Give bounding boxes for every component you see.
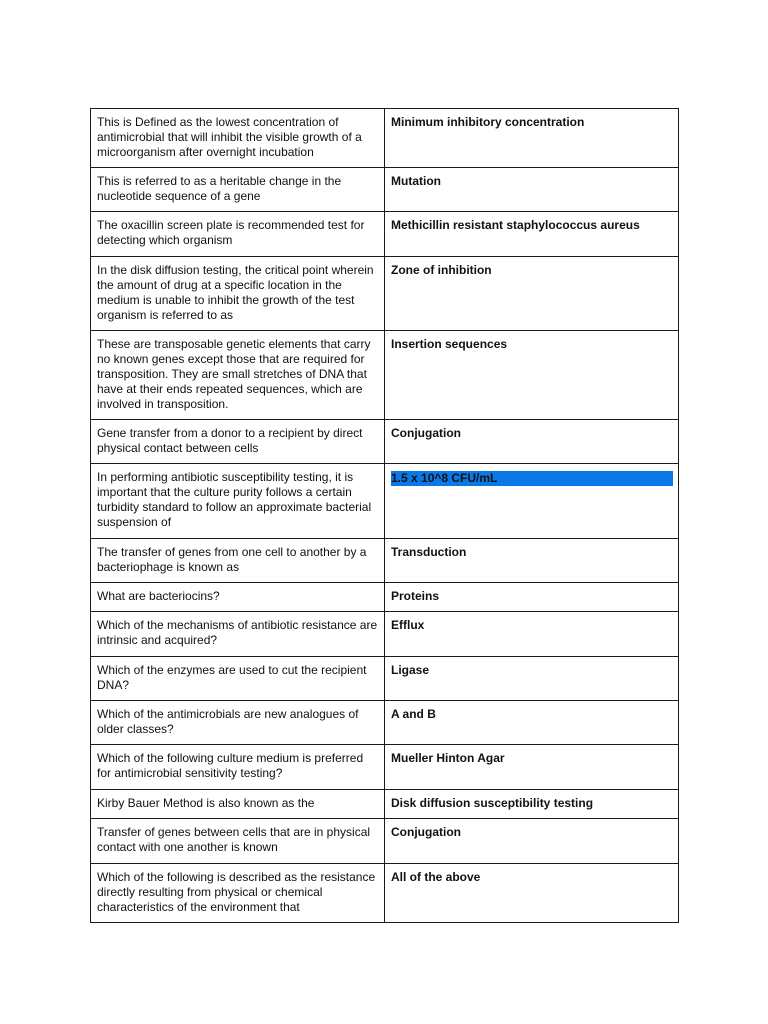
question-cell: This is referred to as a heritable change in the nucleotide sequence of a gene bbox=[91, 168, 385, 212]
answer-cell: Zone of inhibition bbox=[385, 257, 679, 331]
question-cell: Which of the enzymes are used to cut the recipient DNA? bbox=[91, 657, 385, 701]
question-cell: Which of the following culture medium is preferred for antimicrobial sensitivity testing? bbox=[91, 745, 385, 790]
table-row bbox=[91, 539, 679, 583]
table-row bbox=[91, 109, 679, 168]
question-cell: This is Defined as the lowest concentration of antimicrobial that will inhibit the visible growth of a microorganism after overnight incubation bbox=[91, 109, 385, 168]
answer-cell: Transduction bbox=[385, 539, 679, 583]
question-cell: The transfer of genes from one cell to another by a bacteriophage is known as bbox=[91, 539, 385, 583]
answer-cell: A and B bbox=[385, 701, 679, 745]
question-cell: The oxacillin screen plate is recommended test for detecting which organism bbox=[91, 212, 385, 257]
table-row bbox=[91, 464, 679, 539]
answer-cell: Ligase bbox=[385, 657, 679, 701]
table-row bbox=[91, 420, 679, 464]
answer-cell: Conjugation bbox=[385, 420, 679, 464]
question-cell: Kirby Bauer Method is also known as the bbox=[91, 790, 385, 819]
answer-cell: Mutation bbox=[385, 168, 679, 212]
table-row bbox=[91, 257, 679, 331]
table-row bbox=[91, 331, 679, 420]
table-row bbox=[91, 657, 679, 701]
answer-cell: Minimum inhibitory concentration bbox=[385, 109, 679, 168]
table-row bbox=[91, 212, 679, 257]
question-cell: Which of the antimicrobials are new analogues of older classes? bbox=[91, 701, 385, 745]
table-row bbox=[91, 745, 679, 790]
answer-cell: Disk diffusion susceptibility testing bbox=[385, 790, 679, 819]
answer-cell: Insertion sequences bbox=[385, 331, 679, 420]
question-cell: Which of the mechanisms of antibiotic resistance are intrinsic and acquired? bbox=[91, 612, 385, 657]
table-row bbox=[91, 583, 679, 612]
qa-table bbox=[90, 108, 679, 923]
table-row bbox=[91, 790, 679, 819]
question-cell: In performing antibiotic susceptibility testing, it is important that the culture purity follows a certain turbidity standard to follow an approximate bacterial suspension of bbox=[91, 464, 385, 539]
answer-cell: All of the above bbox=[385, 864, 679, 923]
table-row bbox=[91, 168, 679, 212]
question-cell: Which of the following is described as the resistance directly resulting from physical or chemical characteristics of the environment that bbox=[91, 864, 385, 923]
table-row bbox=[91, 612, 679, 657]
table-row bbox=[91, 819, 679, 864]
answer-cell: Proteins bbox=[385, 583, 679, 612]
table-row bbox=[91, 864, 679, 923]
answer-cell bbox=[385, 464, 679, 539]
question-cell: These are transposable genetic elements that carry no known genes except those that are required for transposition. They are small stretches of DNA that have at their ends repeated sequences, which are involved in transposition. bbox=[91, 331, 385, 420]
question-cell: Gene transfer from a donor to a recipient by direct physical contact between cells bbox=[91, 420, 385, 464]
highlighted-answer: 1.5 x 10^8 CFU/mL bbox=[391, 471, 673, 486]
question-cell: What are bacteriocins? bbox=[91, 583, 385, 612]
answer-cell: Mueller Hinton Agar bbox=[385, 745, 679, 790]
answer-cell: Conjugation bbox=[385, 819, 679, 864]
answer-cell: Methicillin resistant staphylococcus aureus bbox=[385, 212, 679, 257]
answer-cell: Efflux bbox=[385, 612, 679, 657]
question-cell: Transfer of genes between cells that are in physical contact with one another is known bbox=[91, 819, 385, 864]
table-row bbox=[91, 701, 679, 745]
question-cell: In the disk diffusion testing, the critical point wherein the amount of drug at a specific location in the medium is unable to inhibit the growth of the test organism is referred to as bbox=[91, 257, 385, 331]
